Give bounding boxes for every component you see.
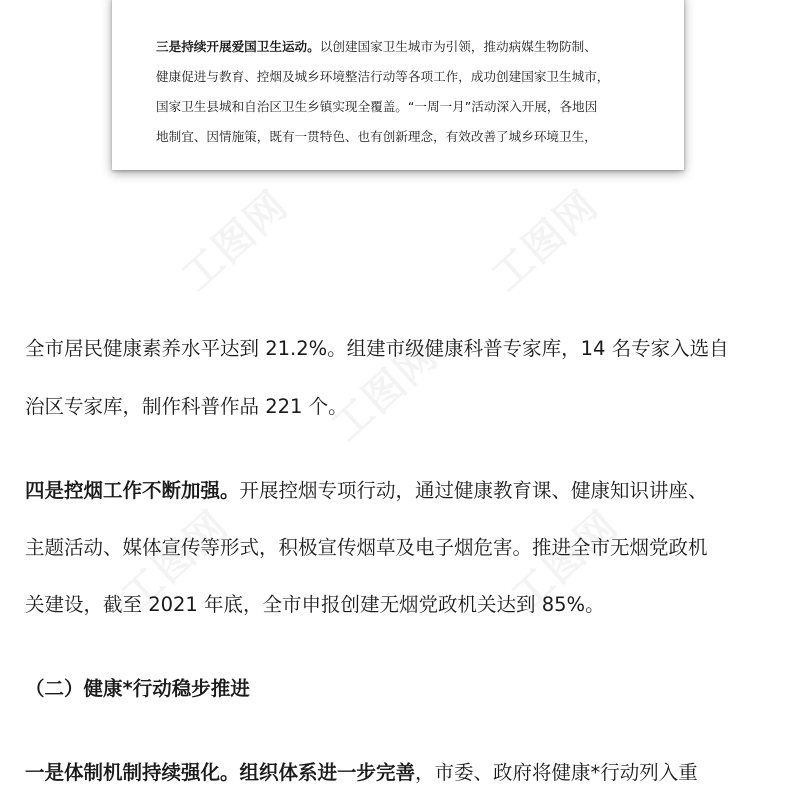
preview-line-text: 以创建国家卫生城市为引领，推动病媒生物防制、 xyxy=(319,39,597,54)
preview-paragraph xyxy=(156,32,656,152)
watermark: 工图网 xyxy=(113,501,238,621)
body-line: 主题活动、媒体宣传等形式，积极宣传烟草及电子烟危害。推进全市无烟党政机 xyxy=(25,536,708,559)
preview-line xyxy=(156,32,656,62)
paragraph-heading: 四是控烟工作不断加强。 xyxy=(25,479,240,502)
body-line-text: 开展控烟专项行动，通过健康教育课、健康知识讲座、 xyxy=(239,479,708,502)
section-heading: （二）健康*行动稳步推进 xyxy=(25,677,250,700)
body-line: 全市居民健康素养水平达到 21.2%。组建市级健康科普专家库，14 名专家入选自 xyxy=(25,337,729,360)
preview-cut-line xyxy=(156,0,656,5)
body-line xyxy=(25,757,698,785)
watermark: 工图网 xyxy=(173,181,298,301)
preview-line: 地制宜、因情施策，既有一贯特色、也有创新理念，有效改善了城乡环境卫生， xyxy=(156,129,597,144)
document-preview-card xyxy=(112,0,684,170)
body-line: 治区专家库，制作科普作品 221 个。 xyxy=(25,395,348,418)
preview-content xyxy=(156,0,656,144)
watermark: 工图网 xyxy=(503,501,628,621)
preview-line: 国家卫生县城和自治区卫生乡镇实现全覆盖。“一周一月”活动深入开展，各地因 xyxy=(156,99,598,114)
watermark: 工图网 xyxy=(323,331,448,451)
body-line: 关建设，截至 2021 年底，全市申报创建无烟党政机关达到 85%。 xyxy=(25,593,605,616)
body-line xyxy=(25,475,708,503)
paragraph-heading: 一是体制机制持续强化。组织体系进一步完善 xyxy=(25,761,416,784)
preview-line: 健康促进与教育、控烟及城乡环境整洁行动等各项工作，成功创建国家卫生城市， xyxy=(156,69,610,84)
body-line-text: ，市委、政府将健康*行动列入重 xyxy=(415,761,698,784)
watermark: 工图网 xyxy=(483,181,608,301)
preview-heading: 三是持续开展爱国卫生运动。 xyxy=(156,39,320,54)
